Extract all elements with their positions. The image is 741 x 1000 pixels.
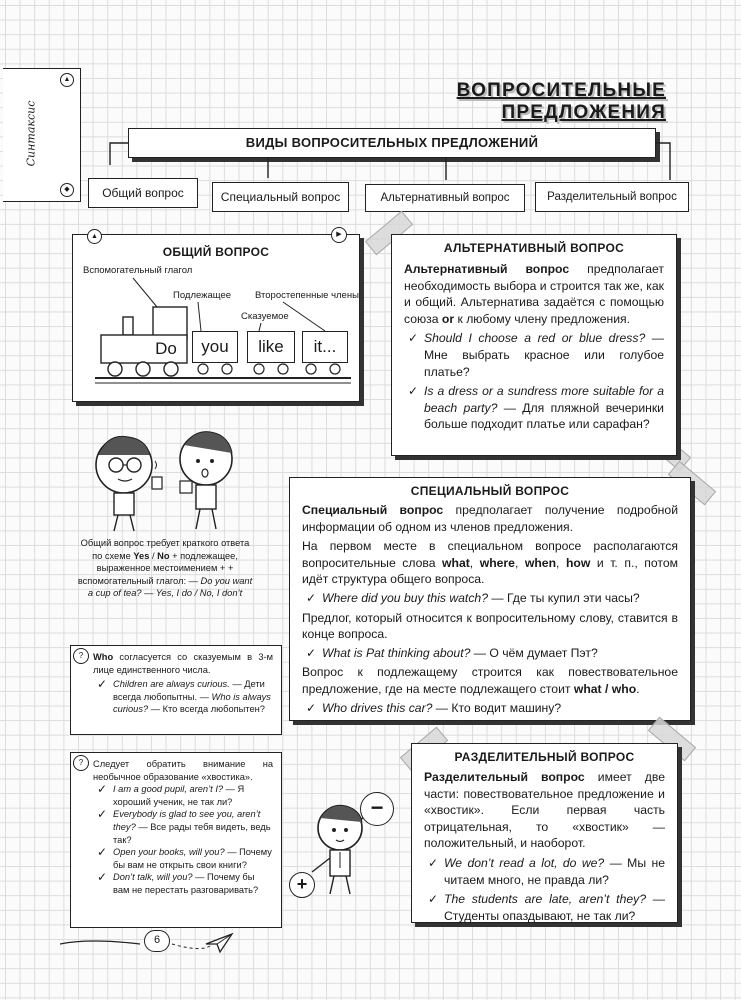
type-general xyxy=(88,178,198,208)
paper-plane-icon xyxy=(204,930,234,954)
alternative-ex1-ru: — Мне выбрать красное или голубое платье? xyxy=(424,331,664,379)
special-ex3-en: Who drives this car? xyxy=(322,700,433,715)
disjunctive-example-1 xyxy=(424,855,665,888)
who-ex1-en: Children are always curious. xyxy=(113,679,230,690)
note-p2: + подлежащее, выраженное местоимением + + вспомогательный глагол: — xyxy=(77,550,238,586)
who-note-icon: ? xyxy=(73,648,89,664)
special-text-4 xyxy=(302,664,678,697)
special-ex1-en: Where did you buy this watch? xyxy=(322,590,488,605)
alternative-ex1-en: Should I choose a red or blue dress? xyxy=(424,331,646,346)
label-secondary: Второстепенные члены xyxy=(255,290,359,301)
type-alternative xyxy=(365,184,525,212)
special-comma-2: , xyxy=(514,555,525,570)
alternative-term: Альтернативный вопрос xyxy=(404,262,570,276)
who-note-t1: согласуется со сказуемым в 3-м лице единственного числа. xyxy=(93,652,273,675)
disjunctive-t1: имеет две части: повествовательное предложение и «хвостик». Если первая часть отрицательная, то «хвостик» — положительный, и наоборот. xyxy=(424,770,666,851)
alternative-t1: предполагает необходимость выбора и строится так же, как и общий. Альтернатива задаётся с помощью союза xyxy=(404,262,664,326)
tag-note-item-3 xyxy=(93,846,273,871)
who-note-who: Who xyxy=(93,652,114,662)
tag-item2-ru: — Все рады тебя видеть, ведь так? xyxy=(113,821,271,845)
sidebar-label: Синтаксис xyxy=(24,100,38,167)
special-example-3 xyxy=(302,700,678,717)
disjunctive-example-2 xyxy=(424,891,665,924)
alternative-ex2-ru: — Для пляжной вечеринки больше подходит платье или сарафан? xyxy=(424,400,664,432)
page-number: 6 xyxy=(144,930,170,952)
disjunctive-ex1-en: We don’t read a lot, do we? xyxy=(444,855,605,870)
type-alternative-label: Альтернативный вопрос xyxy=(380,192,510,204)
special-ex2-ru: — О чём думает Пэт? xyxy=(470,645,598,660)
disjunctive-question-box xyxy=(411,743,678,923)
train-car-1: Do xyxy=(155,339,177,358)
special-t2a: На первом месте в специальном вопросе располагаются вопросительные слова xyxy=(302,539,678,570)
label-predicate: Сказуемое xyxy=(241,311,289,322)
minus-sign: − xyxy=(360,792,394,826)
sidebar-icon-top: ▲ xyxy=(60,73,74,87)
alternative-t2: к любому члену предложения. xyxy=(454,311,630,326)
label-aux: Вспомогательный глагол xyxy=(83,265,193,276)
tag-item3-en: Open your books, will you? xyxy=(113,847,225,858)
who-note-text xyxy=(93,651,273,676)
alternative-or: or xyxy=(441,311,455,326)
disjunctive-ex2-en: The students are late, aren’t they? xyxy=(444,892,646,907)
special-w2: where xyxy=(479,555,515,570)
special-comma-3: , xyxy=(556,555,566,570)
special-ex1-ru: — Где ты купил эти часы? xyxy=(487,590,640,605)
type-disjunctive xyxy=(535,182,689,212)
characters-illustration xyxy=(88,425,248,535)
special-title: СПЕЦИАЛЬНЫЙ ВОПРОС xyxy=(410,484,570,498)
label-subject: Подлежащее xyxy=(173,290,232,301)
general-question-box xyxy=(72,231,360,402)
tag-item1-en: I am a good pupil, aren’t I? xyxy=(113,784,224,795)
note-no: No xyxy=(157,550,170,561)
special-t1: предполагает получение подробной информации об одном из членов предложения. xyxy=(302,503,678,534)
special-term: Специальный вопрос xyxy=(302,503,444,517)
train-illustration xyxy=(73,235,359,401)
special-w4: how xyxy=(565,555,591,570)
alternative-question-box xyxy=(391,234,677,456)
sidebar-icon-bottom: ◆ xyxy=(60,183,74,197)
general-answer-note xyxy=(76,537,254,600)
tag-note-item-1 xyxy=(93,783,273,808)
special-t2b: и т. п., потом идёт структура общего вопроса. xyxy=(302,555,678,587)
special-ex3-ru: — Кто водит машину? xyxy=(432,700,562,715)
who-note xyxy=(70,645,282,735)
who-ex2-en: Who is always curious? xyxy=(113,691,271,715)
general-icon-b: ▶ xyxy=(331,227,347,243)
special-dot: . xyxy=(636,681,640,696)
special-text-1 xyxy=(302,502,678,535)
general-icon-a: ▲ xyxy=(87,229,102,244)
disjunctive-ex1-ru: — Мы не читаем много, не правда ли? xyxy=(444,855,665,887)
train-car-2: you xyxy=(192,331,238,363)
alternative-text xyxy=(404,261,664,327)
special-ex2-en: What is Pat thinking about? xyxy=(322,645,471,660)
general-title: ОБЩИЙ ВОПРОС xyxy=(162,245,270,259)
special-w3: when xyxy=(524,555,557,570)
types-banner-title: ВИДЫ ВОПРОСИТЕЛЬНЫХ ПРЕДЛОЖЕНИЙ xyxy=(245,135,539,150)
alternative-title: АЛЬТЕРНАТИВНЫЙ ВОПРОС xyxy=(443,241,625,255)
types-connectors xyxy=(0,0,741,200)
special-example-2 xyxy=(302,645,678,662)
footer-line xyxy=(60,930,320,960)
tag-item4-en: Don’t talk, will you? xyxy=(113,872,193,883)
type-special-label: Специальный вопрос xyxy=(220,190,341,204)
page-title-text: ВОПРОСИТЕЛЬНЫЕ ПРЕДЛОЖЕНИЯ xyxy=(456,80,666,123)
train-car-4: it... xyxy=(302,331,348,363)
type-general-label: Общий вопрос xyxy=(102,186,184,200)
note-p1: Общий вопрос требует краткого ответа по схеме xyxy=(80,538,250,561)
tag-note-item-2 xyxy=(93,808,273,846)
disjunctive-term: Разделительный вопрос xyxy=(424,770,585,784)
note-yes: Yes xyxy=(133,550,150,561)
note-sep: / xyxy=(149,550,158,561)
type-disjunctive-label: Разделительный вопрос xyxy=(547,191,677,203)
tag-item1-ru: — Я хороший ученик, не так ли? xyxy=(113,784,245,807)
special-text-3: Предлог, который относится к вопросительному слову, ставится в конце вопроса. xyxy=(302,610,678,642)
special-w1: what xyxy=(442,555,470,570)
type-special xyxy=(212,182,349,212)
tag-item4-ru: — Почему бы вам не перестать разговаривать? xyxy=(113,872,259,895)
tag-note-icon: ? xyxy=(73,755,89,771)
alternative-example-1 xyxy=(404,330,664,380)
tag-item3-ru: — Почему бы вам не открыть свои книги? xyxy=(113,847,272,870)
tag-item2-en: Everybody is glad to see you, aren’t they? xyxy=(113,809,261,832)
train-car-3: like xyxy=(247,331,295,363)
special-question-box xyxy=(289,477,691,721)
note-example: Do you want a cup of tea? — Yes, I do / No, I don’t xyxy=(87,575,253,599)
tag-note xyxy=(70,752,282,928)
alternative-example-2 xyxy=(404,383,664,433)
disjunctive-title: РАЗДЕЛИТЕЛЬНЫЙ ВОПРОС xyxy=(454,750,635,764)
tag-note-text: Следует обратить внимание на необычное образование «хвостика». xyxy=(93,759,273,782)
who-ex1-ru: — Дети всегда любопытны. — xyxy=(113,679,265,702)
tag-note-item-4 xyxy=(93,871,273,896)
special-t4: Вопрос к подлежащему строится как повествовательное предложение, где на месте подлежащего стоит xyxy=(302,665,678,696)
special-example-1 xyxy=(302,590,678,607)
special-w5: what / who xyxy=(573,681,637,696)
disjunctive-text xyxy=(424,769,665,852)
who-ex2-ru: — Кто всегда любопытен? xyxy=(148,704,265,715)
disjunctive-ex2-ru: — Студенты опаздывают, не так ли? xyxy=(444,892,665,923)
alternative-ex2-en: Is a dress or a sundress more suitable for a beach party? xyxy=(424,384,664,415)
special-text-2 xyxy=(302,538,678,588)
special-comma-1: , xyxy=(469,555,480,570)
who-note-example xyxy=(93,678,273,716)
plus-sign: + xyxy=(289,872,315,898)
